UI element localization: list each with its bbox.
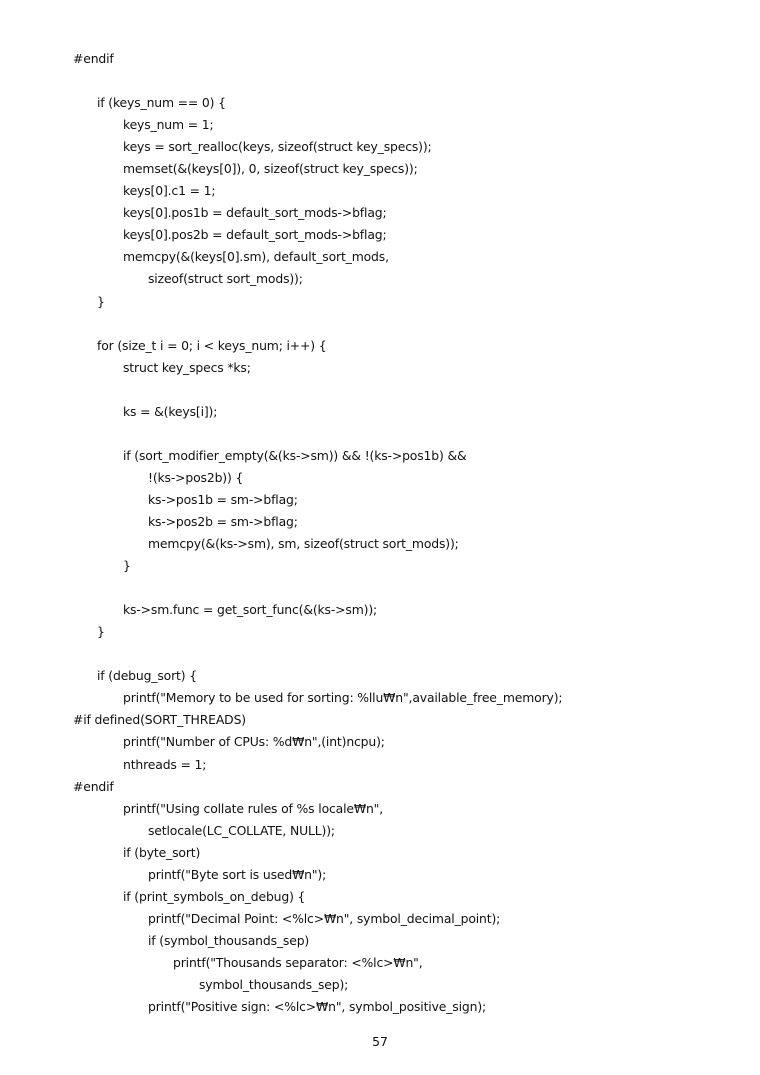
code-line: if (symbol_thousands_sep) xyxy=(148,932,310,948)
code-line: memcpy(&(keys[0].sm), default_sort_mods, xyxy=(123,249,389,265)
code-line: setlocale(LC_COLLATE, NULL)); xyxy=(148,822,335,838)
code-line: #endif xyxy=(73,778,114,794)
code-line: keys_num = 1; xyxy=(123,117,214,133)
code-line: printf("Memory to be used for sorting: %llu₩n",available_free_memory); xyxy=(123,690,563,706)
code-line: memcpy(&(ks->sm), sm, sizeof(struct sort_mods)); xyxy=(148,536,459,552)
code-line: if (keys_num == 0) { xyxy=(97,95,226,111)
code-line: } xyxy=(123,558,131,574)
code-line: #if defined(SORT_THREADS) xyxy=(73,712,246,728)
code-line: } xyxy=(97,624,105,640)
code-line: if (print_symbols_on_debug) { xyxy=(123,888,306,904)
code-line: keys[0].pos1b = default_sort_mods->bflag; xyxy=(123,205,387,221)
code-line: printf("Byte sort is used₩n"); xyxy=(148,866,327,882)
code-line: for (size_t i = 0; i < keys_num; i++) { xyxy=(97,337,327,353)
code-line: keys[0].pos2b = default_sort_mods->bflag; xyxy=(123,227,387,243)
code-line: ks->pos1b = sm->bflag; xyxy=(148,491,298,507)
code-line: } xyxy=(97,293,105,309)
page-number: 57 xyxy=(372,1034,388,1049)
code-line: printf("Number of CPUs: %d₩n",(int)ncpu); xyxy=(123,734,385,750)
code-line: printf("Decimal Point: <%lc>₩n", symbol_decimal_point); xyxy=(148,910,501,926)
code-line: keys = sort_realloc(keys, sizeof(struct key_specs)); xyxy=(123,139,432,155)
code-line: !(ks->pos2b)) { xyxy=(148,469,244,485)
blank-code-line xyxy=(73,577,733,599)
blank-code-line xyxy=(73,70,733,92)
code-line: if (byte_sort) xyxy=(123,844,201,860)
code-line: ks = &(keys[i]); xyxy=(123,403,218,419)
blank-code-line xyxy=(73,643,733,665)
code-listing xyxy=(73,48,733,1018)
code-line: keys[0].c1 = 1; xyxy=(123,183,216,199)
code-line: ks->pos2b = sm->bflag; xyxy=(148,513,298,529)
code-line: if (sort_modifier_empty(&(ks->sm)) && !(ks->pos1b) && xyxy=(123,447,467,463)
code-line: memset(&(keys[0]), 0, sizeof(struct key_specs)); xyxy=(123,161,418,177)
blank-code-line xyxy=(73,423,733,445)
blank-code-line xyxy=(73,379,733,401)
code-line: nthreads = 1; xyxy=(123,756,207,772)
code-line: printf("Using collate rules of %s locale₩n", xyxy=(123,800,384,816)
code-line: if (debug_sort) { xyxy=(97,668,197,684)
code-line: ks->sm.func = get_sort_func(&(ks->sm)); xyxy=(123,602,378,618)
code-line: struct key_specs *ks; xyxy=(123,359,251,375)
blank-code-line xyxy=(73,313,733,335)
code-line: printf("Positive sign: <%lc>₩n", symbol_positive_sign); xyxy=(148,999,487,1015)
code-line: #endif xyxy=(73,51,114,66)
code-line: printf("Thousands separator: <%lc>₩n", xyxy=(173,954,423,970)
code-line: sizeof(struct sort_mods)); xyxy=(148,271,303,287)
code-line: symbol_thousands_sep); xyxy=(199,976,349,992)
